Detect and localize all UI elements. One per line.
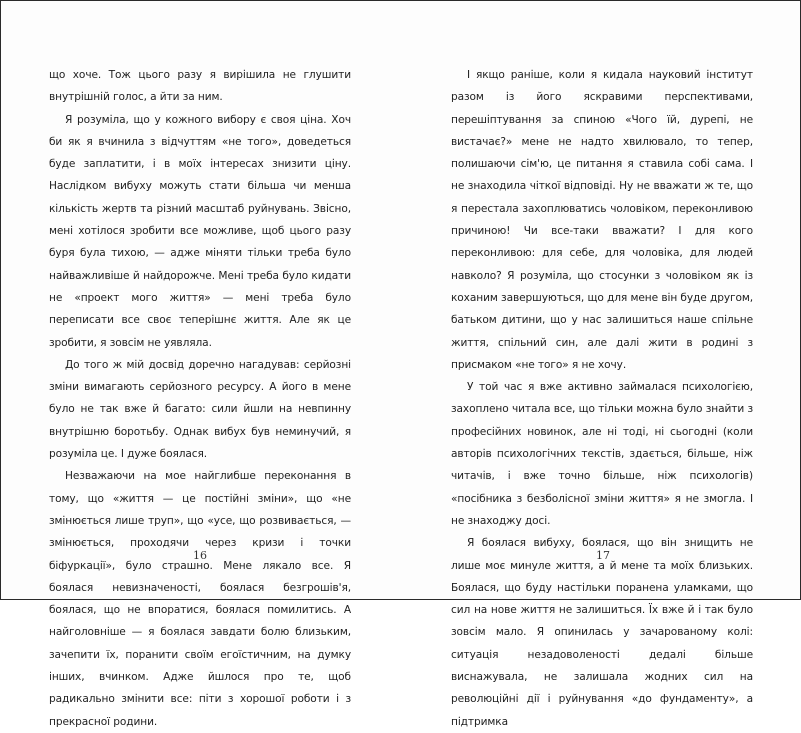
- left-page-number: 16: [193, 549, 207, 562]
- left-paragraph-1: що хоче. Тож цього разу я вирішила не глушити внутрішній голос, а йти за ним.: [49, 69, 351, 104]
- left-page: [49, 64, 351, 733]
- left-paragraph-2: Я розуміла, що у кожного вибору є своя ціна. Хоч би як я вчинила з відчуттям «не того», доведеться буде заплатити, і в моїх інтересах знизити ціну. Наслідком вибуху можуть стати більша чи менша кількість жертв та різний масштаб руйнувань. Звісно, мені хотілося зробити все можливе, щоб цього разу буря була тихою, — адже міняти тільки треба було найважливіше й найдорожче. Мені треба було кидати не «проект мого життя» — мені треба було переписати все своє теперішнє життя. Але як це зробити, я зовсім не уявляла.: [49, 113, 351, 349]
- right-paragraph-3: Я боялася вибуху, боялася, що він знищить не лише моє минуле життя, а й мене та моїх близьких. Боялася, що буду настільки поранена уламками, що сил на нове життя не залишиться. Їх вже й і так було зовсім мало. Я опинилась у зачарованому колі: ситуація незадоволеності дедалі більше виснажувала, не залишала жодних сил на революційні дії і руйнування «до фундаменту», а підтримка: [451, 537, 753, 728]
- left-paragraph-4: Незважаючи на мое найглибше переконання в тому, що «життя — це постійні зміни», що «не змінюється лише труп», що «усе, що розвивається, — змінюється, проходячи через кризи і точки біфуркації», було страшно. Мене лякало все. Я боялася невизначеності, боялася безгрошів'я, боялася, що не впоратися, боялася помилитись. А найголовніше — я боялася завдати болю близьким, зачепити їх, поранити своїм егоїстичним, на думку інших, вчинком. Адже йшлося про те, щоб радикально змінити все: піти з хорошої роботи і з прекрасної родини.: [49, 470, 351, 728]
- right-page-number: 17: [596, 549, 610, 562]
- left-paragraph-3: До того ж мій досвід доречно нагадував: серйозні зміни вимагають серйозного ресурсу. А його в мене було не так вже й багато: сили йшли на невпинну внутрішню боротьбу. Однак вибух був неминучий, я розуміла це. І дуже боялася.: [49, 358, 351, 461]
- right-paragraph-1: І якщо раніше, коли я кидала науковий інститут разом із його яскравими перспективами, перешіптування за спиною «Чого їй, дурепі, не вистачає?» мене не надто хвилювало, то тепер, полишаючи сім'ю, це питання я ставила собі сама. І не знаходила чіткої відповіді. Ну не вважати ж те, що я перестала захоплюватись чоловіком, переконливою причиною! Чи все-таки вважати? І для кого переконливою: для себе, для чоловіка, для людей навколо? Я розуміла, що стосунки з чоловіком як із коханим завершуються, що для мене він буде другом, батьком дитини, що у нас залишиться наше спільне життя, спільний син, але далі жити в родині з присмаком «не того» я не хочу.: [451, 69, 753, 371]
- right-paragraph-2: У той час я вже активно займалася психологією, захоплено читала все, що тільки можна було знайти з професійних новинок, але ні тоді, ні сьогодні (коли авторів психологічних текстів, здається, більше, ніж читачів, і вже точно більше, ніж психологів) «посібника з безболісної зміни життя» я не змогла. І не знаходжу досі.: [451, 381, 753, 527]
- right-page: [451, 64, 753, 733]
